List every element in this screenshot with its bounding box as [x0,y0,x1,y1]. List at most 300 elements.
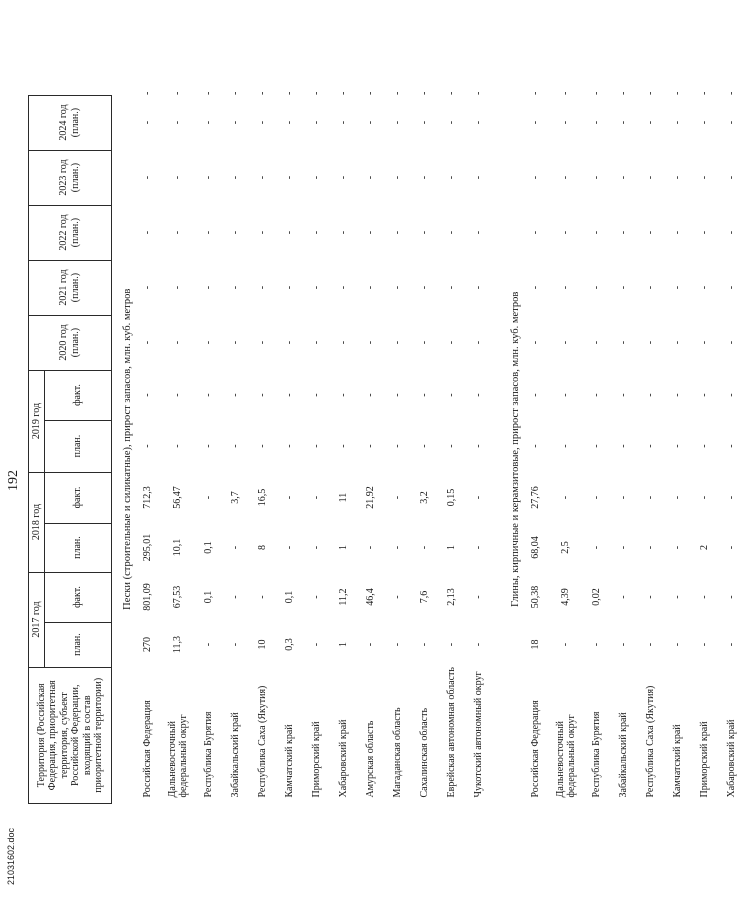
table-cell: - [391,230,403,235]
header-2018-fact: факт. [45,472,112,523]
table-cell: - [391,595,403,599]
table-cell: - [256,444,268,448]
table-cell: - [472,120,484,125]
table-cell: - [256,120,268,125]
table-cell: - [617,595,629,599]
table-cell: - [229,642,241,647]
table-cell: - [617,642,629,647]
table-cell: 0,15 [445,488,457,507]
territory-name: Республика Саха (Якутия) [256,685,268,798]
table-cell: - [698,444,710,448]
table-cell: 1 [337,545,349,551]
table-cell: 11 [337,492,349,503]
table-cell: - [698,120,710,125]
table-cell: - [644,285,656,290]
table-row [637,92,664,804]
table-cell: - [560,120,571,125]
territory-name: Амурская область [364,720,376,798]
table-cell: - [644,444,656,448]
table-cell: - [229,175,241,180]
table-cell: - [141,285,153,290]
table-cell: - [364,340,376,345]
table-cell: - [590,393,602,397]
table-cell: - [725,642,737,647]
table-cell: - [529,120,541,125]
table-cell: - [337,393,349,397]
table-cell: - [590,175,602,180]
header-2022: 2022 год (план.) [29,205,112,260]
section-gap [492,92,500,804]
table-row [411,92,438,804]
table-cell: 50,38 [529,585,541,609]
territory-name: Еврейская автономная область [445,667,457,798]
table-cell: 0,1 [202,541,214,554]
table-cell: - [671,120,683,125]
table-cell: - [310,642,322,647]
header-2018-plan: план. [45,523,112,572]
table-cell: - [141,120,153,125]
table-cell: - [590,545,602,550]
table-cell: - [202,340,214,345]
table-cell: - [617,545,629,550]
table-cell: - [671,444,683,448]
territory-name: Приморский край [310,721,322,798]
table-cell: - [445,230,457,235]
table-cell: - [698,91,710,96]
table-cell: - [418,393,430,397]
territory-name: Республика Бурятия [202,711,214,798]
table-row [330,92,357,804]
territory-name: Республика Саха (Якутия) [644,685,656,798]
table-cell: - [418,340,430,345]
table-header [29,92,112,804]
table-cell: - [671,91,683,96]
table-cell: - [590,642,602,647]
footer-filename: 21031602.doc [6,827,16,885]
table-cell: - [560,495,571,500]
table-row [276,92,303,804]
table-cell: - [560,340,571,345]
table-cell: - [698,642,710,647]
table-row [691,92,718,804]
spacer [492,95,500,803]
table-cell: 3,7 [229,491,241,504]
table-cell: - [364,120,376,125]
table-cell: - [202,393,214,397]
territory-name: Дальневосточный федеральный округ [555,714,577,798]
table-cell: - [364,642,376,647]
table-cell: 7,6 [418,590,430,604]
table-cell: - [283,91,295,96]
table-cell: 0,02 [590,588,602,606]
table-cell: - [391,120,403,125]
table-cell: - [310,175,322,180]
table-cell: - [364,285,376,290]
header-2019-plan: план. [45,420,112,472]
table-cell: - [472,495,484,500]
table-cell: - [725,495,737,500]
table-cell: - [202,91,214,96]
table-cell: - [560,91,571,96]
table-cell: - [590,495,602,500]
table-cell: - [283,285,295,290]
table-cell: - [172,340,183,345]
table-cell: - [472,340,484,345]
table-cell: - [472,444,484,448]
table-cell: - [256,285,268,290]
table-cell: - [671,340,683,345]
table-cell: - [445,120,457,125]
table-cell: - [617,495,629,500]
table-cell: 295,01 [141,533,153,562]
table-cell: - [644,230,656,235]
table-cell: - [725,545,737,550]
table-cell: - [698,595,710,599]
table-cell: 10 [256,639,268,650]
table-row [195,92,222,804]
table-cell: - [445,91,457,96]
table-cell: 16,5 [256,488,268,507]
table-cell: - [671,285,683,290]
table-cell: - [725,393,737,397]
table-cell: - [172,393,183,397]
table-row [610,92,637,804]
section-header-row [112,92,135,804]
table-cell: - [310,340,322,345]
territory-name: Забайкальский край [617,712,629,798]
table-cell: 2 [698,545,710,551]
table-row [134,92,161,804]
table-row [384,92,411,804]
table-cell: - [202,230,214,235]
table-cell: 8 [256,545,268,551]
table-cell: - [283,230,295,235]
table-cell: 46,4 [364,588,376,606]
table-cell: - [529,175,541,180]
table-cell: - [617,120,629,125]
table-cell: 18 [529,639,541,650]
table-cell: - [590,340,602,345]
table-row [718,92,745,804]
table-cell: - [283,393,295,397]
table-cell: - [644,393,656,397]
section-title: Глины, кирпичные и керамзитовые, прирост запасов, млн. куб. метров [510,291,521,607]
table-cell: - [337,340,349,345]
territory-name: Республика Бурятия [590,711,602,798]
table-cell: - [698,285,710,290]
table-cell: - [529,230,541,235]
table-row [161,92,195,804]
table-cell: - [671,230,683,235]
table-cell: - [256,393,268,397]
table-row [583,92,610,804]
data-table [28,91,745,804]
table-cell: - [445,340,457,345]
territory-name: Российская Федерация [529,700,541,798]
table-cell: - [644,120,656,125]
table-cell: - [229,340,241,345]
table-cell: - [283,495,295,500]
table-cell: - [671,545,683,550]
table-cell: - [617,393,629,397]
table-cell: 0,3 [283,638,295,651]
header-2018: 2018 год [29,472,45,572]
table-row [664,92,691,804]
header-2021: 2021 год (план.) [29,260,112,315]
table-cell: - [229,120,241,125]
table-cell: - [391,444,403,448]
table-cell: - [337,175,349,180]
territory-name: Приморский край [698,721,710,798]
table-cell: - [472,230,484,235]
table-cell: - [172,444,183,448]
table-cell: - [472,91,484,96]
table-cell: - [725,91,737,96]
table-cell: - [644,642,656,647]
header-2017-fact: факт. [45,572,112,622]
table-cell: - [229,444,241,448]
table-row [522,92,549,804]
table-cell: - [229,545,241,550]
table-cell: 10,1 [172,538,183,557]
table-cell: - [256,595,268,599]
table-cell: - [337,230,349,235]
table-cell: - [418,175,430,180]
table-cell: 27,76 [529,486,541,509]
table-cell: - [310,495,322,500]
table-cell: - [590,91,602,96]
table-cell: - [229,393,241,397]
table-cell: - [529,340,541,345]
table-cell: - [229,91,241,96]
table-cell: - [202,120,214,125]
territory-name: Камчатский край [671,724,683,798]
header-2019: 2019 год [29,370,45,472]
table-cell: - [617,340,629,345]
table-cell: - [560,285,571,290]
table-cell: - [337,120,349,125]
table-cell: - [445,285,457,290]
table-cell: - [529,285,541,290]
table-cell: - [202,285,214,290]
table-cell: - [617,230,629,235]
table-cell: - [310,230,322,235]
table-cell: 1 [337,642,349,648]
territory-name: Хабаровский край [337,719,349,798]
table-cell: - [283,340,295,345]
table-cell: - [644,495,656,500]
table-cell: - [617,175,629,180]
table-cell: - [644,175,656,180]
header-2020: 2020 год (план.) [29,315,112,370]
table-cell: 0,1 [283,590,295,604]
section-header-row [500,92,522,804]
table-cell: - [391,340,403,345]
table-cell: - [310,444,322,448]
table-cell: - [364,444,376,448]
table-cell: - [671,595,683,599]
table-cell: - [141,230,153,235]
table-cell: - [310,285,322,290]
table-cell: - [256,175,268,180]
table-cell: - [337,444,349,448]
table-cell: - [172,175,183,180]
territory-name: Сахалинская область [418,707,430,798]
table-cell: - [590,230,602,235]
table-cell: - [283,444,295,448]
table-cell: - [391,495,403,500]
table-cell: - [337,285,349,290]
table-cell: - [391,285,403,290]
table-cell: - [202,642,214,647]
table-cell: - [364,175,376,180]
table-row [438,92,465,804]
table-cell: - [671,642,683,647]
table-cell: - [472,595,484,599]
header-territory: Территория (Российская Федерация, приоритетная территория, субъект Российской Федерации, входящий в состав приоритетной территории) [29,667,112,803]
table-cell: - [529,91,541,96]
table-cell: - [172,120,183,125]
territory-name: Забайкальский край [229,712,241,798]
header-2023: 2023 год (план.) [29,150,112,205]
table-cell: - [698,393,710,397]
table-cell: - [725,285,737,290]
table-cell: - [337,91,349,96]
table-cell: - [725,175,737,180]
table-cell: - [472,285,484,290]
table-cell: - [310,393,322,397]
table-cell: - [472,545,484,550]
header-2024: 2024 год (план.) [29,95,112,150]
table-cell: - [725,230,737,235]
table-cell: - [590,120,602,125]
header-2017-plan: план. [45,622,112,667]
table-cell: - [671,495,683,500]
table-cell: - [310,595,322,599]
territory-name: Чукотский автономный округ [472,671,484,798]
table-cell: - [725,120,737,125]
table-cell: 56,47 [172,486,183,509]
table-cell: - [141,340,153,345]
table-cell: - [418,444,430,448]
table-cell: - [644,545,656,550]
table-cell: - [229,230,241,235]
table-row [303,92,330,804]
table-cell: - [472,175,484,180]
table-cell: - [283,120,295,125]
table-cell: - [617,285,629,290]
table-cell: - [560,230,571,235]
header-2017: 2017 год [29,572,45,667]
table-cell: - [229,285,241,290]
table-cell: - [560,642,571,647]
table-row [357,92,384,804]
table-cell: - [472,642,484,647]
table-cell: - [418,285,430,290]
table-cell: - [172,91,183,96]
table-cell: 67,53 [172,585,183,609]
table-cell: - [529,393,541,397]
table-cell: - [445,444,457,448]
table-cell: - [698,230,710,235]
table-cell: - [529,444,541,448]
table-cell: - [310,545,322,550]
territory-name: Дальневосточный федеральный округ [167,714,189,798]
table-cell: - [310,120,322,125]
table-cell: 3,2 [418,491,430,504]
table-cell: - [283,175,295,180]
table-cell: - [172,285,183,290]
table-cell: 4,39 [560,588,571,606]
table-cell: - [391,393,403,397]
table-cell: - [617,91,629,96]
table-cell: - [590,285,602,290]
table-cell: - [418,642,430,647]
table-cell: - [202,495,214,500]
section-title: Пески (строительные и силикатные), прирост запасов, млн. куб. метров [122,288,133,610]
table-cell: - [141,91,153,96]
table-cell: - [202,444,214,448]
table-cell: - [141,393,153,397]
table-cell: - [617,444,629,448]
table-cell: - [391,91,403,96]
table-cell: - [698,340,710,345]
table-cell: - [418,120,430,125]
table-row [222,92,249,804]
table-body [112,92,745,804]
table-cell: - [418,230,430,235]
table-cell: - [283,545,295,550]
table-cell: 712,3 [141,486,153,509]
table-cell: 11,2 [337,588,349,606]
table-cell: - [698,495,710,500]
table-cell: - [445,393,457,397]
table-cell: - [256,91,268,96]
table-cell: - [590,444,602,448]
table-cell: - [418,91,430,96]
table-cell: - [364,545,376,550]
table-row [465,92,492,804]
table-cell: 2,13 [445,588,457,606]
table-row [249,92,276,804]
table-cell: - [391,175,403,180]
table-cell: - [725,444,737,448]
page-number: 192 [6,470,21,491]
table-cell: 1 [445,545,457,551]
table-cell: - [644,595,656,599]
table-cell: - [202,175,214,180]
table-cell: - [391,545,403,550]
territory-name: Российская Федерация [141,700,153,798]
territory-name: Камчатский край [283,724,295,798]
table-cell: 2,5 [560,541,571,554]
table-row [549,92,583,804]
table-cell: 801,09 [141,583,153,611]
table-cell: - [725,595,737,599]
table-cell: - [725,340,737,345]
table-cell: 11,3 [172,635,183,654]
table-cell: - [364,393,376,397]
header-2019-fact: факт. [45,370,112,420]
table-cell: - [141,175,153,180]
table-cell: - [671,393,683,397]
table-cell: 0,1 [202,590,214,604]
table-cell: - [141,444,153,448]
table-cell: - [644,91,656,96]
table-cell: - [644,340,656,345]
table-cell: - [310,91,322,96]
table-cell: - [472,393,484,397]
